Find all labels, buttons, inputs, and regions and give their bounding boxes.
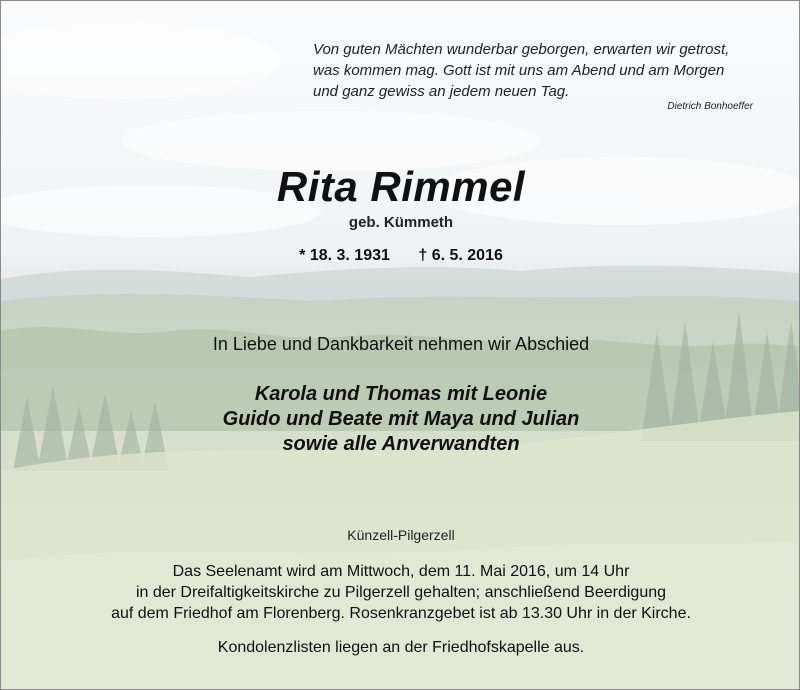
mourner-line: sowie alle Anverwandten xyxy=(282,433,520,455)
mourners-list xyxy=(1,382,800,457)
service-line: Das Seelenamt wird am Mittwoch, dem 11. Mai 2016, um 14 Uhr xyxy=(172,563,630,580)
quote-line: und ganz gewiss an jedem neuen Tag. xyxy=(313,83,570,100)
quote-block xyxy=(313,39,763,102)
deceased-name: Rita Rimmel xyxy=(276,163,526,210)
quote-line: was kommen mag. Gott ist mit uns am Abend und am Morgen xyxy=(313,62,725,79)
obituary-content xyxy=(1,1,800,690)
mourner-line: Guido und Beate mit Maya und Julian xyxy=(222,408,580,430)
service-line: in der Dreifaltigkeitskirche zu Pilgerzell gehalten; anschließend Beerdigung xyxy=(135,584,667,601)
maiden-name: geb. Kümmeth xyxy=(348,214,454,231)
quote-line: Von guten Mächten wunderbar geborgen, erwarten wir getrost, xyxy=(313,41,730,58)
farewell-text: In Liebe und Dankbarkeit nehmen wir Abschied xyxy=(212,334,590,354)
service-details xyxy=(1,561,800,624)
place-name: Künzell-Pilgerzell xyxy=(347,527,455,543)
birth-date: * 18. 3. 1931 xyxy=(299,247,390,264)
service-line: auf dem Friedhof am Florenberg. Rosenkranzgebet ist ab 13.30 Uhr in der Kirche. xyxy=(111,605,691,622)
quote-author: Dietrich Bonhoeffer xyxy=(667,101,753,112)
life-dates xyxy=(1,247,800,265)
death-date: † 6. 5. 2016 xyxy=(418,247,503,264)
mourner-line: Karola und Thomas mit Leonie xyxy=(254,383,548,405)
condolence-note: Kondolenzlisten liegen an der Friedhofskapelle aus. xyxy=(217,639,585,656)
